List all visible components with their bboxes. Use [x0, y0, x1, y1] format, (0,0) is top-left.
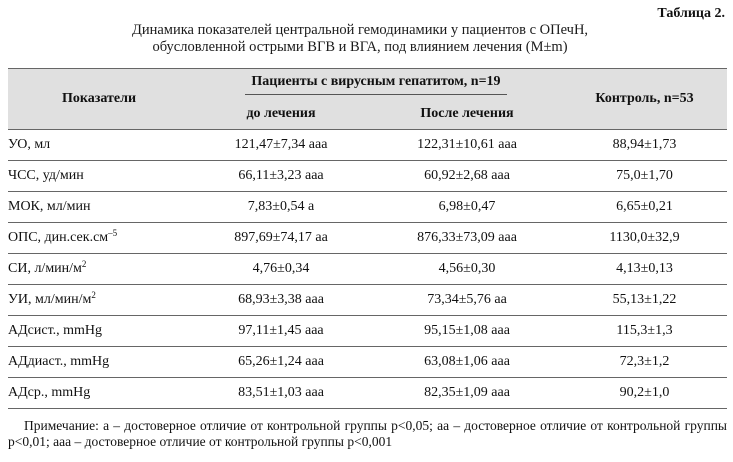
table-label: Таблица 2. — [657, 6, 725, 21]
table-body — [8, 130, 727, 409]
indicator-name — [8, 378, 190, 409]
value-after: 6,98±0,47 — [438, 199, 496, 214]
table-caption — [80, 22, 640, 56]
value-after: 82,35±1,09 ааа — [424, 385, 510, 400]
value-before: 68,93±3,38 ааа — [238, 292, 324, 307]
value-control: 55,13±1,22 — [612, 292, 677, 307]
table-row — [8, 285, 727, 316]
indicator-label: ЧСС, уд/мин — [8, 168, 84, 183]
indicator-name — [8, 316, 190, 347]
value-after: 876,33±73,09 ааа — [417, 230, 517, 245]
value-control: 6,65±0,21 — [616, 199, 673, 214]
value-control: 115,3±1,3 — [616, 323, 673, 338]
header-row-1 — [8, 69, 727, 100]
table-row — [8, 347, 727, 378]
value-before: 66,11±3,23 ааа — [238, 168, 324, 183]
table-header — [8, 69, 727, 130]
indicator-label: МОК, мл/мин — [8, 199, 91, 214]
value-after: 73,34±5,76 аа — [427, 292, 507, 307]
value-before: 897,69±74,17 аа — [234, 230, 328, 245]
value-control: 90,2±1,0 — [619, 385, 670, 400]
unit-exponent: 2 — [81, 259, 87, 269]
hemodynamics-table — [8, 68, 727, 409]
value-after: 60,92±2,68 ааа — [424, 168, 510, 183]
indicator-name — [8, 347, 190, 378]
value-before: 83,51±1,03 ааа — [238, 385, 324, 400]
value-after: 122,31±10,61 ааа — [417, 137, 517, 152]
indicator-label: АДсист., mmHg — [8, 323, 103, 338]
value-before: 121,47±7,34 ааа — [234, 137, 328, 152]
caption-line-1: Динамика показателей центральной гемодинамики у пациентов с ОПечН, — [131, 22, 589, 38]
caption-line-2: обусловленной острыми ВГВ и ВГА, под влиянием лечения (M±m) — [152, 39, 568, 55]
indicator-name — [8, 192, 190, 223]
value-control: 1130,0±32,9 — [609, 230, 680, 245]
indicator-label: ОПС, дин.сек.см — [8, 230, 109, 245]
value-control: 4,13±0,13 — [616, 261, 673, 276]
header-control: Контроль, n=53 — [595, 91, 694, 106]
value-after: 63,08±1,06 ааа — [424, 354, 510, 369]
table-row — [8, 223, 727, 254]
indicator-label: СИ, л/мин/м — [8, 261, 82, 276]
header-patients-group — [190, 69, 562, 100]
indicator-name — [8, 130, 190, 161]
indicator-label: УИ, мл/мин/м — [8, 292, 92, 307]
header-before-treatment: до лечения — [246, 106, 316, 121]
table-note: Примечание: а – достоверное отличие от контрольной группы р<0,05; аа – достоверное отличие от контрольной группы р<0,01; ааа – достоверное отличие от контрольной группы р<0,001 — [8, 418, 727, 449]
table-row — [8, 161, 727, 192]
value-before: 97,11±1,45 ааа — [238, 323, 324, 338]
value-after: 95,15±1,08 ааа — [424, 323, 510, 338]
unit-exponent: 2 — [91, 290, 96, 300]
value-before: 4,76±0,34 — [252, 261, 310, 276]
indicator-label: УО, мл — [8, 137, 51, 152]
value-before: 65,26±1,24 ааа — [238, 354, 324, 369]
indicator-name — [8, 223, 190, 254]
table-row — [8, 192, 727, 223]
value-control: 72,3±1,2 — [619, 354, 670, 369]
value-after: 4,56±0,30 — [438, 261, 496, 276]
indicator-label: АДдиаст., mmHg — [8, 354, 110, 369]
table-row — [8, 130, 727, 161]
indicator-name — [8, 161, 190, 192]
value-control: 75,0±1,70 — [616, 168, 673, 183]
indicator-label: АДср., mmHg — [8, 385, 91, 400]
header-patients-group-label: Пациенты с вирусным гепатитом, n=19 — [245, 74, 506, 95]
table-row — [8, 254, 727, 285]
indicator-name — [8, 254, 190, 285]
table-row — [8, 316, 727, 347]
table-row — [8, 378, 727, 409]
header-indicator: Показатели — [61, 91, 137, 106]
indicator-name — [8, 285, 190, 316]
header-after-treatment: После лечения — [420, 106, 514, 121]
value-control: 88,94±1,73 — [612, 137, 677, 152]
unit-exponent: –5 — [108, 228, 118, 238]
value-before: 7,83±0,54 а — [247, 199, 315, 214]
